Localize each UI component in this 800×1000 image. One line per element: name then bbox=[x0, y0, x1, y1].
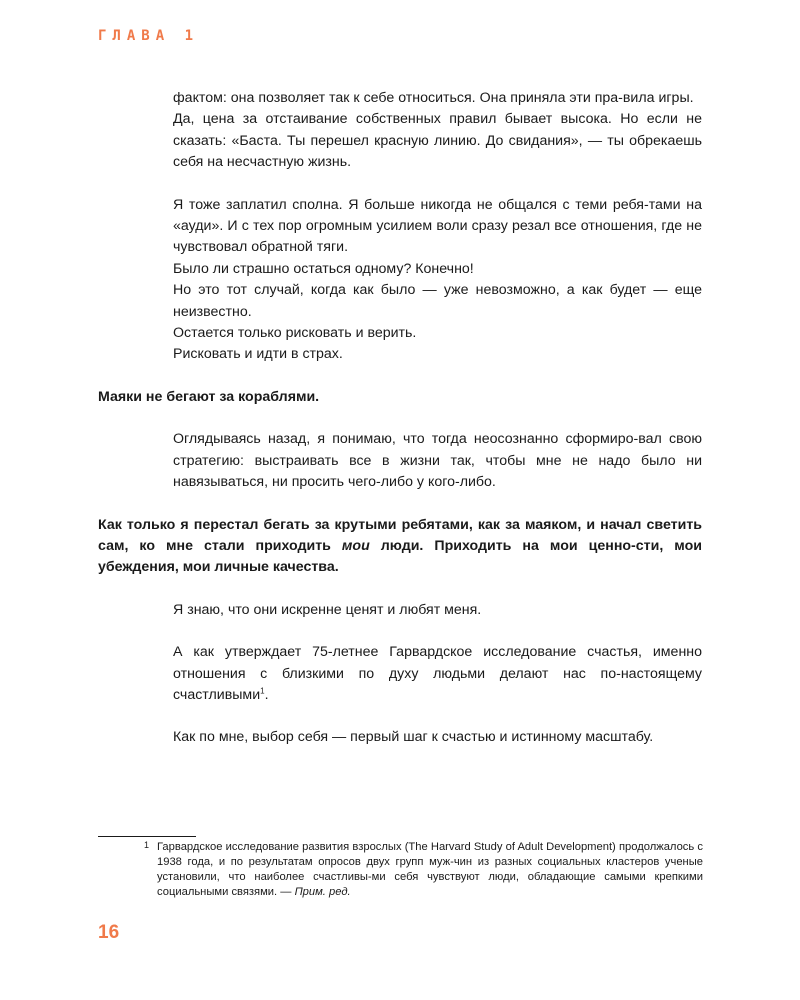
paragraph: Рисковать и идти в страх. bbox=[173, 346, 343, 363]
footnote bbox=[144, 840, 703, 900]
paragraph: Как по мне, выбор себя — первый шаг к счастью и истинному масштабу. bbox=[173, 729, 654, 746]
bold-text: Как только я перестал бегать за крутыми ребятами, как за маяком, и начал светить сам, ко мне стали приходить bbox=[98, 516, 702, 554]
paragraph: Остается только рисковать и верить. bbox=[173, 325, 417, 342]
footnote-text: Гарвардское исследование развития взрослых (The Harvard Study of Adult Development) продолжалось с 1938 года, и по результатам опросов двух групп муж-чин из разных социальных кластеров ученые установили, что наиболее счастливы-ми себя чувствуют люди, обладающие самыми крепкими социальными связями. — bbox=[157, 841, 703, 898]
footnote-divider bbox=[98, 836, 196, 837]
paragraph: Да, цена за отстаивание собственных правил бывает высока. Но если не сказать: «Баста. Ты перешел красную линию. До свидания», — ты обрекаешь себя на несчастную жизнь. bbox=[173, 111, 702, 171]
page-number: 16 bbox=[98, 922, 120, 943]
paragraph: Но это тот случай, когда как было — уже невозможно, а как будет — еще неизвестно. bbox=[173, 282, 702, 320]
paragraph: Оглядываясь назад, я понимаю, что тогда неосознанно сформиро-вал свою стратегию: выстраивать все в жизни так, чтобы мне не надо было ни навязываться, ни просить чего-либо у кого-либо. bbox=[173, 431, 702, 491]
paragraph: Было ли страшно остаться одному? Конечно! bbox=[173, 260, 474, 277]
paragraph-end: . bbox=[264, 686, 269, 703]
bold-text: люди. Приходить на мои ценно-сти, мои убеждения, мои личные качества. bbox=[98, 537, 703, 576]
paragraph bbox=[0, 642, 702, 706]
chapter-header: ГЛАВА 1 bbox=[98, 28, 200, 44]
bold-paragraph bbox=[0, 515, 702, 579]
paragraph: фактом: она позволяет так к себе относиться. Она приняла эти пра-вила игры. bbox=[173, 90, 694, 106]
footnote-editor-note: Прим. ред. bbox=[294, 886, 351, 898]
italic-word: мои bbox=[341, 537, 370, 554]
paragraph: Я знаю, что они искренне ценят и любят меня. bbox=[173, 601, 482, 618]
footnote-ref[interactable]: 1 bbox=[260, 686, 265, 696]
footnote-mark: 1 bbox=[144, 840, 150, 850]
paragraph-text: А как утверждает 75-летнее Гарвардское исследование счастья, именно отношения с близкими по духу людьми делают нас по-настоящему счастливыми bbox=[173, 644, 702, 703]
page-body bbox=[0, 88, 800, 749]
paragraph: Я тоже заплатил сполна. Я больше никогда не общался с теми ребя-тами на «ауди». И с тех пор огромным усилием воли сразу резал все отношения, где не чувствовал обратной тяги. bbox=[173, 196, 702, 256]
section-heading: Маяки не бегают за кораблями. bbox=[98, 388, 320, 405]
